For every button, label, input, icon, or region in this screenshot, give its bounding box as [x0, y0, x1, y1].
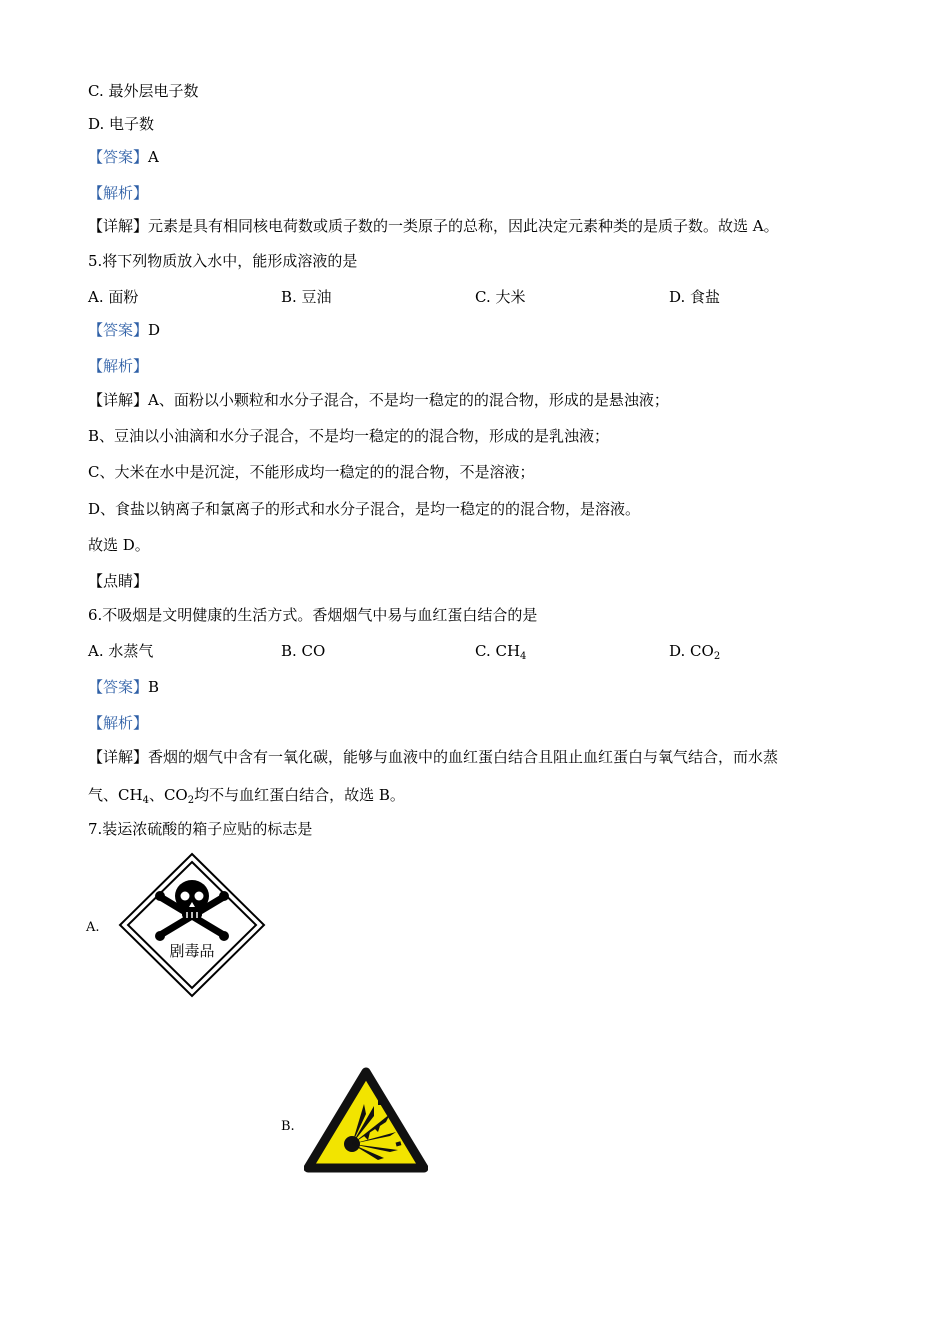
q5-option-a: A. 面粉 — [88, 288, 139, 306]
answer-value: D — [148, 321, 161, 339]
q5-analysis-tag: 【解析】 — [88, 357, 149, 375]
explosion-warning-icon — [304, 1066, 428, 1174]
q5-comment-tag: 【点睛】 — [88, 572, 149, 590]
q6-detail-line-2 — [88, 785, 405, 811]
detail-tag: 【详解】 — [88, 391, 149, 409]
skull-crossbones-icon — [118, 852, 266, 998]
detail-tag: 【详解】 — [88, 748, 149, 766]
q6-question: 6.不吸烟是文明健康的生活方式。香烟烟气中易与血红蛋白结合的是 — [88, 606, 538, 624]
detail-text: 香烟的烟气中含有一氧化碳，能够与血液中的血红蛋白结合且阻止血红蛋白与氧气结合，而水蒸 — [148, 748, 779, 766]
q6-option-a: A. 水蒸气 — [88, 642, 154, 660]
toxic-sign-image — [118, 852, 266, 998]
option-text: D. CO — [669, 642, 714, 660]
answer-value: A — [148, 148, 159, 166]
answer-tag: 【答案】 — [88, 678, 149, 696]
answer-value: B — [148, 678, 160, 696]
detail-tag: 【详解】 — [88, 217, 149, 235]
q6-option-d — [669, 641, 720, 667]
detail-text: 元素是具有相同核电荷数或质子数的一类原子的总称，因此决定元素种类的是质子数。故选 A。 — [148, 217, 779, 235]
detail-text: 均不与血红蛋白结合，故选 B。 — [194, 786, 405, 804]
q5-option-b: B. 豆油 — [281, 288, 332, 306]
q4-answer — [88, 147, 159, 167]
q4-detail — [88, 216, 779, 236]
q6-option-c — [475, 641, 526, 667]
answer-tag: 【答案】 — [88, 148, 149, 166]
subscript: 4 — [142, 795, 149, 806]
q6-answer — [88, 677, 159, 697]
subscript: 2 — [713, 651, 721, 662]
q5-option-d: D. 食盐 — [669, 288, 721, 306]
sign-text: 剧毒品 — [169, 942, 215, 960]
q4-option-d: D. 电子数 — [88, 115, 155, 133]
q5-detail-line-2: B、豆油以小油滴和水分子混合，不是均一稳定的的混合物，形成的是乳浊液； — [88, 427, 610, 445]
option-text: C. CH — [475, 642, 521, 660]
q6-option-b: B. CO — [281, 642, 326, 660]
q4-analysis-tag: 【解析】 — [88, 184, 149, 202]
q5-option-c: C. 大米 — [475, 288, 526, 306]
q5-detail-line-1 — [88, 390, 669, 410]
subscript: 4 — [520, 651, 527, 662]
q5-detail-line-3: C、大米在水中是沉淀，不能形成均一稳定的的混合物，不是溶液； — [88, 463, 535, 481]
answer-tag: 【答案】 — [88, 321, 149, 339]
q5-answer — [88, 320, 160, 340]
q5-detail-line-5: 故选 D。 — [88, 536, 150, 554]
q7-option-b-label: B. — [281, 1119, 295, 1134]
q7-option-a-label: A. — [86, 920, 100, 935]
detail-text: 、CO — [148, 786, 188, 804]
q6-analysis-tag: 【解析】 — [88, 714, 149, 732]
detail-text: A、面粉以小颗粒和水分子混合，不是均一稳定的的混合物，形成的是悬浊液； — [148, 391, 669, 409]
q7-question: 7.装运浓硫酸的箱子应贴的标志是 — [88, 820, 313, 838]
q5-detail-line-4: D、食盐以钠离子和氯离子的形式和水分子混合，是均一稳定的的混合物，是溶液。 — [88, 500, 641, 518]
q6-detail-line-1 — [88, 747, 778, 767]
explosive-sign-image — [304, 1066, 428, 1174]
detail-text: 气、CH — [88, 786, 143, 804]
q5-question: 5.将下列物质放入水中，能形成溶液的是 — [88, 252, 358, 270]
q4-option-c: C. 最外层电子数 — [88, 82, 199, 100]
subscript: 2 — [187, 795, 195, 806]
